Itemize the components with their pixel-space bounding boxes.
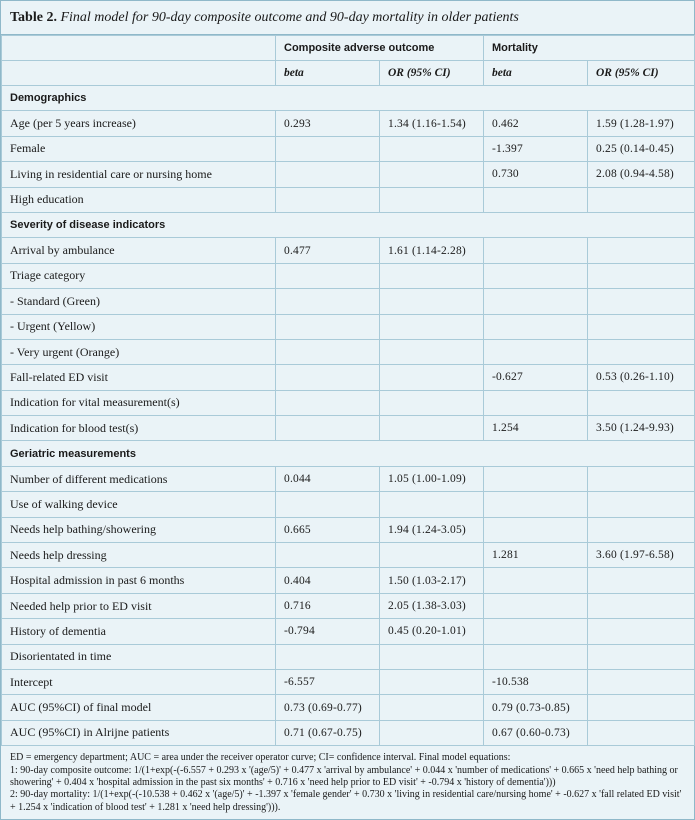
beta-composite-cell — [276, 263, 380, 288]
row-label: Number of different medications — [2, 466, 276, 491]
table-row — [2, 466, 695, 491]
beta-composite-cell — [276, 416, 380, 441]
row-label: Indication for blood test(s) — [2, 416, 276, 441]
table-row — [2, 111, 695, 136]
or-mortality-cell: 0.25 (0.14-0.45) — [588, 136, 695, 161]
or-composite-cell — [380, 492, 484, 517]
beta-mortality-cell — [484, 619, 588, 644]
table-row — [2, 593, 695, 618]
beta-composite-cell — [276, 289, 380, 314]
or-mortality-cell — [588, 314, 695, 339]
beta-composite-cell — [276, 543, 380, 568]
section-label: Demographics — [2, 86, 695, 111]
or-mortality-cell: 0.53 (0.26-1.10) — [588, 365, 695, 390]
beta-mortality-cell — [484, 289, 588, 314]
or-mortality-cell — [588, 187, 695, 212]
beta-composite-cell: 0.665 — [276, 517, 380, 542]
or-composite-cell — [380, 644, 484, 669]
or-mortality-cell — [588, 238, 695, 263]
row-label: History of dementia — [2, 619, 276, 644]
header-composite: Composite adverse outcome — [276, 36, 484, 61]
table-row — [2, 543, 695, 568]
beta-mortality-cell: -10.538 — [484, 669, 588, 694]
beta-composite-cell: 0.293 — [276, 111, 380, 136]
beta-mortality-cell: 0.462 — [484, 111, 588, 136]
beta-mortality-cell: 0.67 (0.60-0.73) — [484, 720, 588, 745]
results-table — [1, 35, 695, 746]
or-mortality-cell — [588, 644, 695, 669]
beta-mortality-cell — [484, 517, 588, 542]
section-label: Geriatric measurements — [2, 441, 695, 466]
row-label: AUC (95%CI) of final model — [2, 695, 276, 720]
beta-mortality-cell: -1.397 — [484, 136, 588, 161]
beta-mortality-cell: 0.730 — [484, 162, 588, 187]
row-label: Needed help prior to ED visit — [2, 593, 276, 618]
or-composite-cell: 2.05 (1.38-3.03) — [380, 593, 484, 618]
table-row — [2, 187, 695, 212]
footnote-line: 2: 90-day mortality: 1/(1+exp(-(-10.538 + 0.462 x '(age/5)' + -1.397 x 'female gender' + 0.730 x 'living in residential care/nursing home' + -0.627 x 'fall related ED visit' + 1.254 x 'indication of blood test' + 1.281 x 'need help dressing'))). — [10, 789, 682, 813]
or-composite-cell — [380, 263, 484, 288]
table-row — [2, 619, 695, 644]
beta-mortality-cell — [484, 339, 588, 364]
or-mortality-cell — [588, 720, 695, 745]
table-row — [2, 238, 695, 263]
or-composite-cell — [380, 416, 484, 441]
beta-composite-cell: -6.557 — [276, 669, 380, 694]
beta-composite-cell — [276, 136, 380, 161]
beta-composite-cell — [276, 314, 380, 339]
beta-mortality-cell — [484, 466, 588, 491]
beta-mortality-cell — [484, 390, 588, 415]
beta-mortality-cell — [484, 568, 588, 593]
beta-composite-cell: 0.71 (0.67-0.75) — [276, 720, 380, 745]
beta-composite-cell — [276, 162, 380, 187]
table-row — [2, 517, 695, 542]
header-beta-mortality: beta — [484, 61, 588, 86]
row-label: Triage category — [2, 263, 276, 288]
row-label: High education — [2, 187, 276, 212]
or-mortality-cell — [588, 669, 695, 694]
table-number: Table 2. — [10, 10, 57, 25]
or-composite-cell: 1.34 (1.16-1.54) — [380, 111, 484, 136]
table-row — [2, 289, 695, 314]
or-composite-cell — [380, 314, 484, 339]
beta-mortality-cell: 1.254 — [484, 416, 588, 441]
or-composite-cell — [380, 669, 484, 694]
beta-mortality-cell — [484, 263, 588, 288]
section-row — [2, 441, 695, 466]
beta-mortality-cell: 0.79 (0.73-0.85) — [484, 695, 588, 720]
beta-composite-cell: 0.73 (0.69-0.77) — [276, 695, 380, 720]
or-mortality-cell — [588, 695, 695, 720]
row-label: Female — [2, 136, 276, 161]
beta-composite-cell — [276, 390, 380, 415]
beta-composite-cell — [276, 492, 380, 517]
or-mortality-cell — [588, 339, 695, 364]
or-composite-cell: 1.61 (1.14-2.28) — [380, 238, 484, 263]
or-mortality-cell — [588, 263, 695, 288]
beta-composite-cell: 0.044 — [276, 466, 380, 491]
or-composite-cell: 1.05 (1.00-1.09) — [380, 466, 484, 491]
beta-composite-cell: 0.716 — [276, 593, 380, 618]
row-label: AUC (95%CI) in Alrijne patients — [2, 720, 276, 745]
row-label: Indication for vital measurement(s) — [2, 390, 276, 415]
table-row — [2, 314, 695, 339]
row-label: - Standard (Green) — [2, 289, 276, 314]
beta-mortality-cell: -0.627 — [484, 365, 588, 390]
or-mortality-cell: 3.50 (1.24-9.93) — [588, 416, 695, 441]
or-composite-cell — [380, 365, 484, 390]
beta-composite-cell: -0.794 — [276, 619, 380, 644]
header-mortality: Mortality — [484, 36, 695, 61]
row-label: Disorientated in time — [2, 644, 276, 669]
beta-mortality-cell — [484, 187, 588, 212]
or-mortality-cell: 2.08 (0.94-4.58) — [588, 162, 695, 187]
header-beta-composite: beta — [276, 61, 380, 86]
beta-mortality-cell — [484, 492, 588, 517]
beta-mortality-cell — [484, 238, 588, 263]
or-mortality-cell — [588, 568, 695, 593]
header-group-row — [2, 36, 695, 61]
beta-mortality-cell — [484, 314, 588, 339]
table-row — [2, 669, 695, 694]
or-mortality-cell: 3.60 (1.97-6.58) — [588, 543, 695, 568]
or-composite-cell — [380, 720, 484, 745]
or-composite-cell: 1.94 (1.24-3.05) — [380, 517, 484, 542]
table-row — [2, 492, 695, 517]
or-composite-cell — [380, 187, 484, 212]
beta-composite-cell — [276, 644, 380, 669]
or-composite-cell — [380, 136, 484, 161]
or-composite-cell — [380, 390, 484, 415]
section-row — [2, 86, 695, 111]
beta-composite-cell — [276, 339, 380, 364]
or-mortality-cell — [588, 390, 695, 415]
beta-composite-cell: 0.404 — [276, 568, 380, 593]
header-or-composite: OR (95% CI) — [380, 61, 484, 86]
table-row — [2, 695, 695, 720]
beta-mortality-cell — [484, 593, 588, 618]
or-composite-cell: 0.45 (0.20-1.01) — [380, 619, 484, 644]
header-sub-row — [2, 61, 695, 86]
footnote-line: ED = emergency department; AUC = area under the receiver operator curve; CI= confidence interval. Final model equations: — [10, 752, 511, 764]
table-row — [2, 568, 695, 593]
or-mortality-cell — [588, 593, 695, 618]
table-row — [2, 162, 695, 187]
or-composite-cell — [380, 543, 484, 568]
table-row — [2, 263, 695, 288]
or-mortality-cell: 1.59 (1.28-1.97) — [588, 111, 695, 136]
table-row — [2, 136, 695, 161]
row-label: Intercept — [2, 669, 276, 694]
header-or-mortality: OR (95% CI) — [588, 61, 695, 86]
section-row — [2, 212, 695, 237]
table-row — [2, 720, 695, 745]
row-label: Hospital admission in past 6 months — [2, 568, 276, 593]
or-mortality-cell — [588, 466, 695, 491]
or-mortality-cell — [588, 517, 695, 542]
row-label: Arrival by ambulance — [2, 238, 276, 263]
table-row — [2, 416, 695, 441]
row-label: - Very urgent (Orange) — [2, 339, 276, 364]
or-mortality-cell — [588, 492, 695, 517]
row-label: Needs help bathing/showering — [2, 517, 276, 542]
beta-mortality-cell — [484, 644, 588, 669]
or-mortality-cell — [588, 289, 695, 314]
table-row — [2, 339, 695, 364]
beta-composite-cell — [276, 365, 380, 390]
table-caption — [1, 1, 694, 35]
table-title: Final model for 90-day composite outcome and 90-day mortality in older patients — [60, 10, 519, 25]
table-footnote — [1, 746, 694, 814]
footnote-line: 1: 90-day composite outcome: 1/(1+exp(-(-6.557 + 0.293 x '(age/5)' + 0.477 x 'arrival by ambulance' + 0.044 x 'number of medications' + 0.665 x 'need help bathing or showering' + 0.404 x 'hospital admission in the past six months' + 0.716 x 'need help prior to ED visit' + -0.794 x 'history of dementia'))) — [10, 764, 678, 788]
row-label: Needs help dressing — [2, 543, 276, 568]
beta-composite-cell — [276, 187, 380, 212]
row-label: - Urgent (Yellow) — [2, 314, 276, 339]
or-composite-cell — [380, 289, 484, 314]
or-composite-cell: 1.50 (1.03-2.17) — [380, 568, 484, 593]
row-label: Living in residential care or nursing home — [2, 162, 276, 187]
or-composite-cell — [380, 339, 484, 364]
row-label: Fall-related ED visit — [2, 365, 276, 390]
beta-composite-cell: 0.477 — [276, 238, 380, 263]
or-composite-cell — [380, 162, 484, 187]
table-row — [2, 365, 695, 390]
section-label: Severity of disease indicators — [2, 212, 695, 237]
or-composite-cell — [380, 695, 484, 720]
or-mortality-cell — [588, 619, 695, 644]
row-label: Use of walking device — [2, 492, 276, 517]
beta-mortality-cell: 1.281 — [484, 543, 588, 568]
table-row — [2, 390, 695, 415]
row-label: Age (per 5 years increase) — [2, 111, 276, 136]
table-row — [2, 644, 695, 669]
